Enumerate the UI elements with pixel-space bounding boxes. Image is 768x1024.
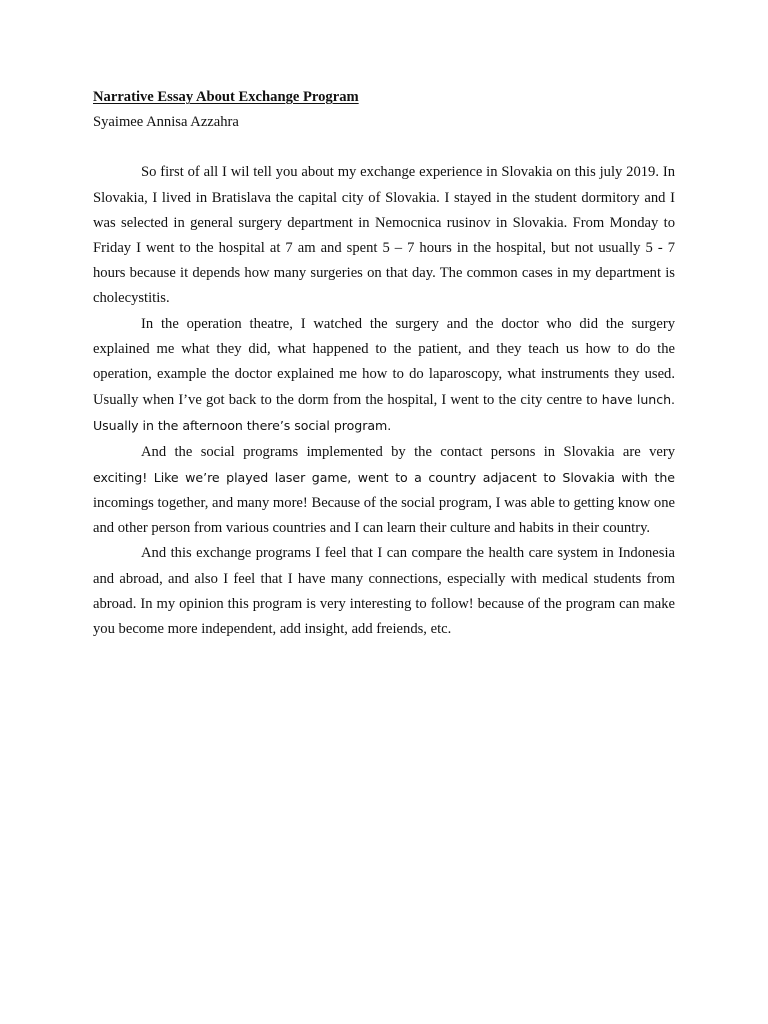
paragraph-3 [93, 440, 675, 542]
paragraph-4-text: And this exchange programs I feel that I can compare the health care system in Indonesia and abroad, and also I feel that I have many connections, especially with medical students from abroad. In my opinion this program is very interesting to follow! because of the program can make you become more independent, add insight, add freiends, etc. [93, 545, 675, 638]
paragraph-3-text-end: incomings together, and many more! Because of the social program, I was able to getting know one and other person from various countries and I can learn their culture and habits in their country. [93, 495, 675, 537]
paragraph-1 [93, 160, 675, 311]
paragraph-2-text-alt-font: have lunch. Usually in the afternoon there’s social program. [93, 392, 675, 434]
essay-body [93, 85, 675, 642]
paragraph-2-text-main: In the operation theatre, I watched the surgery and the doctor who did the surgery explained me what they did, what happened to the patient, and they teach us how to do the operation, example the doctor explained me how to do laparoscopy, what instruments they used. Usually when I’ve got back to the dorm from the hospital, I went to the city centre to [93, 315, 675, 409]
paragraph-3-text-main: And the social programs implemented by the contact persons in Slovakia are very [141, 443, 675, 460]
paragraph-3-text-alt-font: exciting! Like we’re played laser game, went to a country adjacent to Slovakia with the [93, 469, 675, 485]
author-name: Syaimee Annisa Azzahra [93, 114, 239, 131]
paragraph-4 [93, 541, 675, 642]
paragraph-1-text: So first of all I wil tell you about my exchange experience in Slovakia on this july 2019. In Slovakia, I lived in Bratislava the capital city of Slovakia. I stayed in the student dormitory and I was selected in general surgery department in Nemocnica rusinov in Slovakia. From Monday to Friday I went to the hospital at 7 am and spent 5 – 7 hours in the hospital, but not usually 5 - 7 hours because it depends how many surgeries on that day. The common cases in my department is cholecystitis. [93, 164, 675, 307]
essay-title: Narrative Essay About Exchange Program [93, 89, 359, 105]
paragraph-2 [93, 312, 675, 440]
